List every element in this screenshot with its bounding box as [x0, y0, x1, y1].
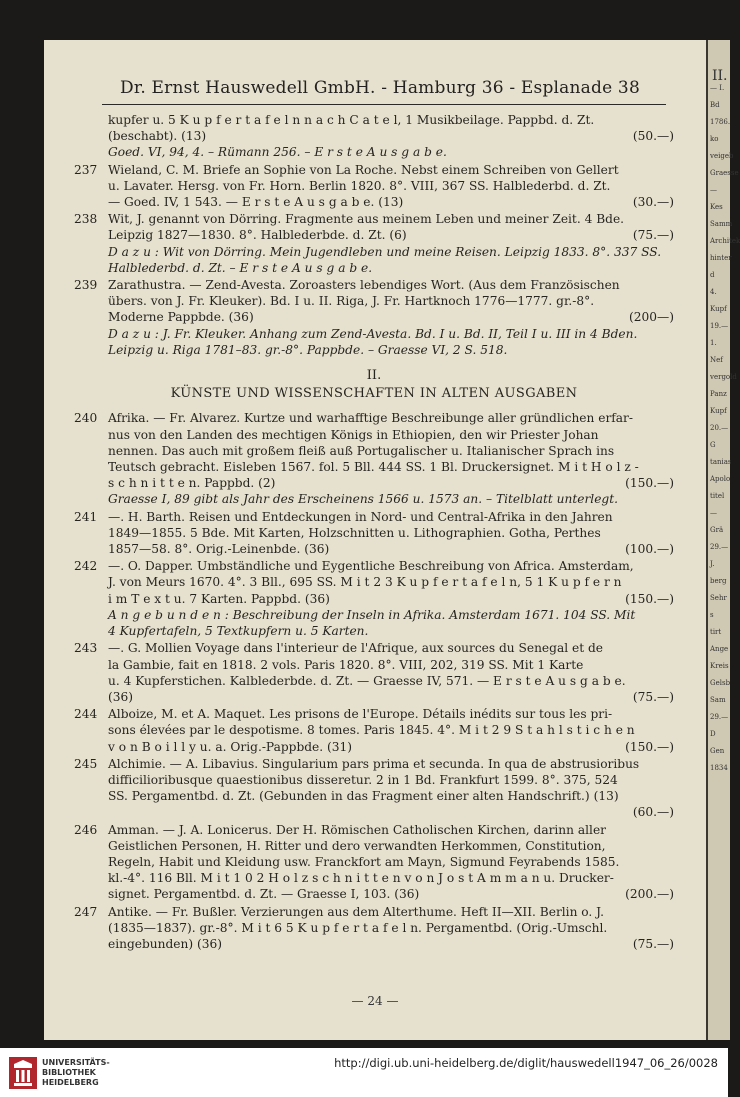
entry-price [668, 706, 674, 722]
entry-line [108, 657, 674, 673]
entry-number: 239 [74, 278, 98, 293]
entry-line [108, 772, 674, 788]
catalog-entry [74, 558, 674, 639]
adjacent-page-line: — Grä [710, 509, 724, 534]
entry-line [108, 227, 674, 243]
catalog-entry [74, 822, 674, 903]
adjacent-page-line: hinter d [710, 254, 732, 279]
entry-price [668, 657, 674, 673]
entry-line [108, 112, 674, 128]
entry-line-text: signet. Pergamentbd. d. Zt. — Graesse I, 103. (36) [108, 887, 420, 902]
entry-body [108, 112, 674, 161]
entry-price [668, 427, 674, 443]
adjacent-page-text [710, 80, 740, 777]
entries-part-2 [74, 410, 674, 952]
entry-line [108, 309, 674, 325]
adjacent-page-line: Gelsb [710, 679, 731, 687]
entry-line-text: nennen. Das auch mit großem fleiß auß Portugalischer u. Italianischer Sprach ins [108, 443, 615, 458]
entry-line-text: 1857—58. 8°. Orig.-Leinenbde. (36) [108, 542, 330, 557]
entry-price [668, 443, 674, 459]
page-header: Dr. Ernst Hauswedell GmbH. - Hamburg 36 - Esplanade 38 [120, 78, 640, 98]
entry-body [108, 509, 674, 558]
adjacent-page-line: 29.— J. [710, 543, 729, 568]
entry-price: (75.—) [632, 228, 674, 243]
entry-price [668, 607, 674, 623]
adjacent-page-line: Panz [710, 390, 727, 398]
entry-line-text: eingebunden) (36) [108, 936, 222, 951]
entry-price [668, 178, 674, 194]
catalog-page [44, 40, 706, 1040]
entry-line [108, 756, 674, 772]
entry-line-text: D a z u : Wit von Dörring. Mein Jugendleben und meine Reisen. Leipzig 1833. 8°. 337 SS. [108, 244, 662, 259]
entry-price [668, 772, 674, 788]
entry-line [108, 162, 674, 178]
entry-line [108, 822, 674, 838]
entry-line-text: Moderne Pappbde. (36) [108, 310, 254, 325]
adjacent-page-line: 1786. ko [710, 118, 731, 143]
entry-line-text: Regeln, Habit und Kleidung usw. Franckfort am Mayn, Sigmund Feyrabends 1585. [108, 854, 620, 869]
adjacent-page-line: 19.—1. [710, 322, 729, 347]
entry-line [108, 722, 674, 738]
entry-line-text: kl.-4°. 116 Bll. M i t 1 0 2 H o l z s c h n i t t e n v o n J o s t A m m a n u. Drucker- [108, 871, 614, 886]
entry-line [108, 936, 674, 952]
entry-price [668, 756, 674, 772]
entry-price [668, 838, 674, 854]
entry-number: 241 [74, 509, 98, 524]
entry-price [668, 640, 674, 656]
entry-line-text: la Gambie, fait en 1818. 2 vols. Paris 1820. 8°. VIII, 202, 319 SS. Mit 1 Karte [108, 657, 584, 672]
catalog-entry [74, 706, 674, 755]
catalog-entry [74, 277, 674, 358]
entry-line-text: übers. von J. Fr. Kleuker). Bd. I u. II. Riga, J. Fr. Hartknoch 1776—1777. gr.-8°. [108, 294, 595, 309]
entry-body [108, 558, 674, 639]
entry-line [108, 739, 674, 755]
entry-line [108, 244, 674, 260]
entry-line-text: i m T e x t u. 7 Karten. Pappbd. (36) [108, 591, 330, 606]
entry-price [668, 525, 674, 541]
entry-number: 242 [74, 559, 98, 574]
adjacent-page-line: Graesse [710, 169, 739, 177]
entry-body [108, 410, 674, 507]
entry-line-text: — Goed. IV, 1 543. — E r s t e A u s g a b e. (13) [108, 195, 404, 210]
entry-line-text: difficilioribusque quaestionibus disseretur. 2 in 1 Bd. Frankfurt 1599. 8°. 375, 524 [108, 772, 618, 787]
entry-price [668, 920, 674, 936]
entry-line [108, 673, 674, 689]
entry-line [108, 870, 674, 886]
entry-line-text: kupfer u. 5 K u p f e r t a f e l n n a c h C a t e l, 1 Musikbeilage. Pappbd. d. Zt. [108, 113, 595, 127]
entry-line-text: u. 4 Kupferstichen. Kalblederbde. d. Zt. — Graesse IV, 571. — E r s t e A u s g a b e. [108, 673, 626, 688]
entry-price [668, 112, 674, 128]
entry-line-text: Wit, J. genannt von Dörring. Fragmente aus meinem Leben und meiner Zeit. 4 Bde. [108, 212, 625, 227]
entry-number: 245 [74, 756, 98, 771]
entry-line-text: Teutsch gebracht. Eisleben 1567. fol. 5 Bll. 444 SS. 1 Bl. Druckersignet. M i t H o l z - [108, 460, 639, 475]
adjacent-page-line: 20.— G [710, 424, 729, 449]
entry-price [668, 162, 674, 178]
entry-line [108, 525, 674, 541]
entry-line [108, 541, 674, 557]
adjacent-page-line: veigeb [710, 152, 734, 160]
adjacent-page-line: vergold [710, 373, 737, 381]
adjacent-page-line: tirt [710, 628, 722, 636]
entry-line [108, 491, 674, 507]
adjacent-page-line: Kreis [710, 662, 729, 670]
entry-line-text: 4 Kupfertafeln, 5 Textkupfern u. 5 Karten. [108, 624, 369, 639]
library-name-line: BIBLIOTHEK [42, 1068, 96, 1077]
entry-line-text: —. O. Dapper. Umbständliche und Eygentliche Beschreibung von Africa. Amsterdam, [108, 559, 634, 574]
entry-price [668, 211, 674, 227]
adjacent-page-line: titel [710, 492, 725, 500]
catalog-entry [74, 112, 674, 161]
entry-body [108, 640, 674, 705]
entry-line-text: Alchimie. — A. Libavius. Singularium pars prima et secunda. In qua de abstrusioribus [108, 756, 640, 771]
adjacent-page-line: Ange [710, 645, 729, 653]
entry-price [668, 260, 674, 276]
entry-line-text: s c h n i t t e n. Pappbd. (2) [108, 476, 276, 491]
entry-body [108, 822, 674, 903]
entry-price [668, 410, 674, 426]
adjacent-page-line: — Kes [710, 186, 723, 211]
entry-line-text: Zarathustra. — Zend-Avesta. Zoroasters lebendiges Wort. (Aus dem Französischen [108, 278, 620, 293]
entry-line [108, 144, 674, 160]
entry-line [108, 706, 674, 722]
adjacent-page-line: Sehr s [710, 594, 727, 619]
entry-line-text: (1835—1837). gr.-8°. M i t 6 5 K u p f e r t a f e l n. Pergamentbd. (Orig.-Umschl. [108, 920, 608, 935]
entry-line [108, 293, 674, 309]
entry-price [668, 326, 674, 342]
entry-line-text: Wieland, C. M. Briefe an Sophie von La Roche. Nebst einem Schreiben von Gellert [108, 162, 619, 177]
entry-line [108, 178, 674, 194]
section-number: II. [366, 368, 382, 384]
entry-body [108, 277, 674, 358]
entry-price [668, 870, 674, 886]
entry-line [108, 886, 674, 902]
entry-price [668, 788, 674, 804]
entry-body [108, 211, 674, 276]
entry-price: (75.—) [632, 689, 674, 704]
entry-price [668, 342, 674, 358]
entry-price: (150.—) [625, 476, 674, 491]
entry-line-text: (beschabt). (13) [108, 129, 207, 144]
entry-number: 240 [74, 411, 98, 426]
entry-price [668, 623, 674, 639]
entry-price [668, 722, 674, 738]
page-number: — 24 — [351, 994, 399, 1008]
entry-body [108, 756, 674, 821]
adjacent-page-heading: II. [712, 68, 728, 84]
catalog-entry [74, 162, 674, 211]
entry-line-text: nus von den Landen des mechtigen Königs in Ethiopien, den wir Priester Johan [108, 427, 599, 442]
entry-line-text: Antike. — Fr. Bußler. Verzierungen aus dem Alterthume. Heft II—XII. Berlin o. J. [108, 904, 604, 919]
university-library-logo-icon[interactable] [8, 1056, 38, 1090]
entry-line [108, 904, 674, 920]
library-name [42, 1058, 110, 1088]
entry-line [108, 194, 674, 210]
adjacent-page-line: tanias [710, 458, 732, 466]
adjacent-page-line: Apolo [710, 475, 731, 483]
entry-price [668, 854, 674, 870]
adjacent-page-line: Samm [710, 220, 733, 228]
adjacent-page-line: Sam [710, 696, 726, 704]
entry-line [108, 260, 674, 276]
adjacent-page-line: Gen [710, 747, 725, 755]
entry-line-text: u. Lavater. Hersg. von Fr. Horn. Berlin 1820. 8°. VIII, 367 SS. Halblederbd. d. Zt. [108, 178, 611, 193]
adjacent-page-line: 29.— D [710, 713, 729, 738]
entry-line [108, 854, 674, 870]
entries-part-1 [74, 112, 674, 358]
adjacent-page-edge [706, 40, 740, 1040]
entry-line [108, 838, 674, 854]
entry-price: (30.—) [632, 195, 674, 210]
entry-price [668, 277, 674, 293]
entry-line [108, 326, 674, 342]
entry-line [108, 443, 674, 459]
entry-price [668, 244, 674, 260]
entry-body [108, 706, 674, 755]
entry-price [668, 673, 674, 689]
adjacent-page-line: Architek [710, 237, 740, 245]
entry-line [108, 607, 674, 623]
entry-line [108, 591, 674, 607]
viewer-footer [0, 1048, 728, 1097]
entry-price: (200—) [629, 310, 674, 325]
entry-price: (200.—) [625, 887, 674, 902]
entry-line-text: Leipzig 1827—1830. 8°. Halblederbde. d. Zt. (6) [108, 228, 407, 243]
entry-line [108, 788, 674, 804]
entry-line [108, 475, 674, 491]
catalog-entry [74, 904, 674, 953]
entry-line [108, 427, 674, 443]
entry-line-text: J. von Meurs 1670. 4°. 3 Bll., 695 SS. M i t 2 3 K u p f e r t a f e l n, 5 1 K u p f e r n [108, 575, 622, 590]
entry-line-text: (36) [108, 689, 134, 704]
entry-line [108, 277, 674, 293]
entry-number: 244 [74, 707, 98, 722]
entry-number: 237 [74, 162, 98, 177]
entry-line-text: D a z u : J. Fr. Kleuker. Anhang zum Zend-Avesta. Bd. I u. Bd. II, Teil I u. III in 4 Bden. [108, 326, 638, 341]
catalog-entry [74, 756, 674, 821]
entry-number: 247 [74, 904, 98, 919]
entry-price: (60.—) [632, 805, 674, 820]
document-url[interactable]: http://digi.ub.uni-heidelberg.de/diglit/hauswedell1947_06_26/0028 [334, 1056, 718, 1070]
entry-body [108, 162, 674, 211]
section-title: KÜNSTE UND WISSENSCHAFTEN IN ALTEN AUSGABEN [170, 386, 578, 402]
entry-price [668, 491, 674, 507]
entry-line-text: 1849—1855. 5 Bde. Mit Karten, Holzschnitten u. Lithographien. Gotha, Perthes [108, 525, 601, 540]
entry-price: (50.—) [632, 129, 674, 144]
entry-line [108, 459, 674, 475]
catalog-entry [74, 211, 674, 276]
entry-number: 243 [74, 641, 98, 656]
adjacent-page-line: Kupf [710, 407, 727, 415]
entry-price [668, 144, 674, 160]
entry-price [668, 574, 674, 590]
entry-line-text: sons élevées par le despotisme. 8 tomes. Paris 1845. 4°. M i t 2 9 S t a h l s t i c h e n [108, 723, 635, 738]
entry-line-text: Geistlichen Personen, H. Ritter und dero verwandten Herkommen, Constitution, [108, 838, 606, 853]
entry-line-text: v o n B o i l l y u. a. Orig.-Pappbde. (31) [108, 739, 353, 754]
catalog-entry [74, 509, 674, 558]
entry-line [108, 128, 674, 144]
adjacent-page-line: 1834 [710, 764, 728, 772]
entry-line [108, 342, 674, 358]
entry-price [668, 558, 674, 574]
entry-body [108, 904, 674, 953]
entry-price [668, 822, 674, 838]
entry-price [668, 293, 674, 309]
entry-line-text: Amman. — J. A. Lonicerus. Der H. Römischen Catholischen Kirchen, darinn aller [108, 822, 606, 837]
entry-price: (75.—) [632, 936, 674, 951]
entry-price: (100.—) [625, 542, 674, 557]
entry-line-text: SS. Pergamentbd. d. Zt. (Gebunden in das Fragment einer alten Handschrift.) (13) [108, 789, 619, 804]
catalog-content [74, 112, 674, 953]
entry-line-text [108, 804, 627, 820]
entry-line-text: Alboize, M. et A. Maquet. Les prisons de l'Europe. Détails inédits sur tous les pri- [108, 707, 613, 722]
adjacent-page-line: — I. Bd [710, 84, 725, 109]
entry-line-text: Afrika. — Fr. Alvarez. Kurtze und warhafftige Beschreibunge aller gründlichen erfar- [108, 411, 633, 426]
entry-line [108, 623, 674, 639]
library-name-line: UNIVERSITÄTS- [42, 1058, 110, 1067]
entry-line-text: —. G. Mollien Voyage dans l'interieur de l'Afrique, aux sources du Senegal et de [108, 641, 603, 656]
entry-line [108, 558, 674, 574]
entry-line [108, 640, 674, 656]
entry-line [108, 211, 674, 227]
entry-line [108, 410, 674, 426]
adjacent-page-line: berg [710, 577, 727, 585]
entry-line [108, 804, 674, 820]
entry-line-text: Goed. VI, 94, 4. – Rümann 256. – E r s t e A u s g a b e. [108, 145, 447, 160]
entry-line-text: Halblederbd. d. Zt. – E r s t e A u s g a b e. [108, 260, 373, 275]
entry-price [668, 509, 674, 525]
entry-line [108, 689, 674, 705]
entry-price [668, 459, 674, 475]
entry-price: (150.—) [625, 591, 674, 606]
entry-line-text: —. H. Barth. Reisen und Entdeckungen in Nord- und Central-Afrika in den Jahren [108, 509, 613, 524]
entry-line [108, 574, 674, 590]
entry-price [668, 904, 674, 920]
entry-line [108, 920, 674, 936]
entry-line [108, 509, 674, 525]
entry-number: 246 [74, 822, 98, 837]
entry-line-text: Leipzig u. Riga 1781–83. gr.-8°. Pappbde. – Graesse VI, 2 S. 518. [108, 342, 508, 357]
header-rule [102, 104, 666, 105]
adjacent-page-line: 4. Kupf [710, 288, 727, 313]
entry-line-text: A n g e b u n d e n : Beschreibung der Inseln in Afrika. Amsterdam 1671. 104 SS. Mit [108, 607, 636, 622]
entry-price: (150.—) [625, 739, 674, 754]
catalog-entry [74, 640, 674, 705]
catalog-entry [74, 410, 674, 507]
entry-number: 238 [74, 212, 98, 227]
adjacent-page-line: Nef [710, 356, 723, 364]
entry-line-text: Graesse I, 89 gibt als Jahr des Erscheinens 1566 u. 1573 an. – Titelblatt unterlegt. [108, 492, 618, 507]
library-name-line: HEIDELBERG [42, 1078, 99, 1087]
